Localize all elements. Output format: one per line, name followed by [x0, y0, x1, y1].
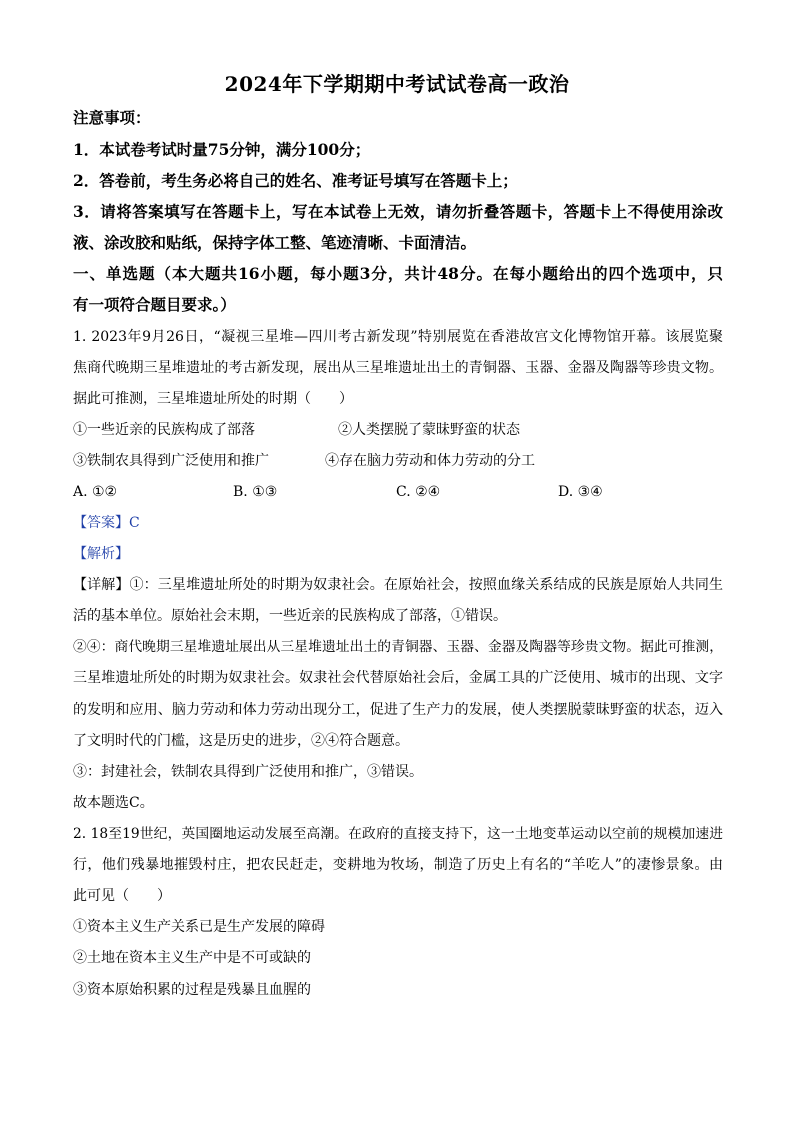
section-heading-cont: 有一项符合题目要求。） [73, 295, 236, 314]
q2-stem: 2. 18至19世纪，英国圈地运动发展至高潮。在政府的直接支持下，这一土地变革运动以空前的规模加速进 [73, 826, 723, 842]
notice-item: 1．本试卷考试时量75分钟，满分100分； [73, 140, 371, 159]
q1-answer: 【答案】C [73, 515, 140, 531]
notice-heading: 注意事项： [73, 108, 151, 127]
q1-statement: ②人类摆脱了蒙昧野蛮的状态 [338, 422, 520, 438]
q1-option-b: B. ①③ [233, 484, 278, 500]
q1-detail: 三星堆遗址所处的时期为奴隶社会。奴隶社会代替原始社会后，金属工具的广泛使用、城市的出现、文字 [73, 670, 723, 686]
q1-detail: ③：封建社会，铁制农具得到广泛使用和推广，③错误。 [73, 764, 423, 780]
q1-option-c: C. ②④ [396, 484, 441, 500]
notice-item: 3．请将答案填写在答题卡上，写在本试卷上无效，请勿折叠答题卡，答题卡上不得使用涂改 [73, 202, 723, 221]
q1-statement: ④存在脑力劳动和体力劳动的分工 [325, 453, 535, 469]
q2-statement: ①资本主义生产关系已是生产发展的障碍 [73, 919, 325, 935]
q2-statement: ③资本原始积累的过程是残暴且血腥的 [73, 982, 311, 998]
q1-detail: ②④：商代晚期三星堆遗址展出从三星堆遗址出土的青铜器、玉器、金器及陶器等珍贵文物。据此可推测， [73, 639, 723, 655]
q1-option-d: D. ③④ [558, 484, 603, 500]
q1-detail: 活的基本单位。原始社会末期，一些近亲的民族构成了部落，①错误。 [73, 608, 507, 624]
q1-analysis-label: 【解析】 [73, 546, 129, 562]
q1-option-a: A. ①② [73, 484, 118, 500]
q1-statement: ①一些近亲的民族构成了部落 [73, 422, 255, 438]
q1-stem: 1. 2023年9月26日，“凝视三星堆—四川考古新发现”特别展览在香港故宫文化博物馆开幕。该展览聚 [73, 329, 723, 345]
notice-item: 液、涂改胶和贴纸，保持字体工整、笔迹清晰、卡面清洁。 [73, 233, 477, 252]
q2-stem: 行，他们残暴地摧毁村庄，把农民赶走，变耕地为牧场，制造了历史上有名的“羊吃人”的凄惨景象。由 [73, 857, 723, 873]
q2-statement: ②土地在资本主义生产中是不可或缺的 [73, 950, 311, 966]
section-heading: 一、单选题（本大题共16小题，每小题3分，共计48分。在每小题给出的四个选项中，只 [73, 264, 723, 283]
q1-detail: 【详解】①：三星堆遗址所处的时期为奴隶社会。在原始社会，按照血缘关系结成的民族是原始人共同生 [73, 577, 723, 593]
notice-item: 2．答卷前，考生务必将自己的姓名、准考证号填写在答题卡上； [73, 171, 518, 190]
q1-detail: 的发明和应用、脑力劳动和体力劳动出现分工，促进了生产力的发展，使人类摆脱蒙昧野蛮的状态，迈入 [73, 702, 723, 718]
q1-detail: 了文明时代的门槛，这是历史的进步，②④符合题意。 [73, 733, 409, 749]
q1-stem: 据此可推测，三星堆遗址所处的时期（ ） [73, 391, 353, 407]
q2-stem: 此可见（ ） [73, 888, 171, 904]
q1-conclusion: 故本题选C。 [73, 795, 154, 811]
page-title: 2024年下学期期中考试试卷高一政治 [224, 72, 570, 96]
q1-stem: 焦商代晚期三星堆遗址的考古新发现，展出从三星堆遗址出土的青铜器、玉器、金器及陶器等珍贵文物。 [73, 360, 723, 376]
q1-statement: ③铁制农具得到广泛使用和推广 [73, 453, 269, 469]
